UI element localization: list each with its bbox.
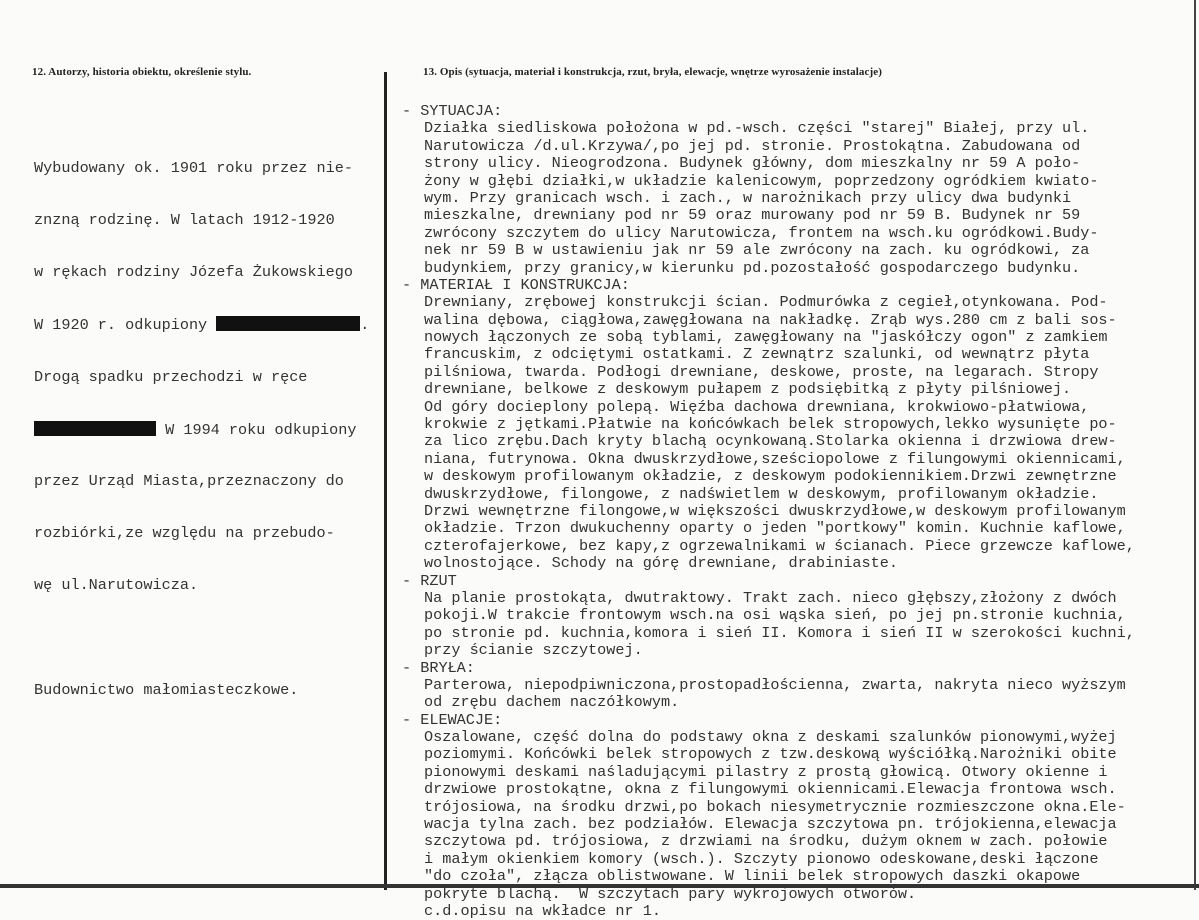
section-line: francuskim, z odciętymi ostatkami. Z zewnątrz szalunki, od wewnątrz płyta <box>424 345 1090 364</box>
section-heading: - ELEWACJE: <box>402 710 503 729</box>
section-heading: - RZUT <box>402 571 457 590</box>
section-line: Oszalowane, część dolna do podstawy okna z deskami szalunków pionowymi,wyżej <box>424 728 1117 747</box>
section-line: budynkiem, przy granicy,w kierunku pd.pozostałość gospodarczego budynku. <box>424 258 1081 277</box>
section-line: pionowymi deskami naśladującymi pilastry z prostą głowicą. Otwory okienne i <box>424 762 1108 781</box>
history-line: Drogą spadku przechodzi w ręce <box>34 367 308 386</box>
section-line: Narutowicza /d.ul.Krzywa/,po jej pd. stronie. Prostokątna. Zabudowana od <box>424 136 1081 155</box>
section-line: od zrębu dachem naczółkowym. <box>424 693 680 712</box>
redaction-bar <box>216 316 360 331</box>
section-line: wolnostojące. Schody na górę drewniane, drabiniaste. <box>424 554 898 573</box>
blank-line <box>34 630 369 647</box>
section-line: wym. Przy granicach wsch. i zach., w narożnikach przy ulicy dwa budynki <box>424 188 1072 207</box>
section-line: wacja tylna zach. bez podziałów. Elewacja szczytowa pn. trójokienna,elewacja <box>424 815 1117 834</box>
section-line: po stronie pd. kuchnia,komora i sień II. Komora i sień II w szerokości kuchni, <box>424 623 1135 642</box>
history-text <box>34 125 369 734</box>
section-line: nek nr 59 B w ustawieniu jak nr 59 ale zwrócony na zach. ku ogródkowi, za <box>424 241 1090 260</box>
section-line: za lico zrębu.Dach kryty blachą ocynkowaną.Stolarka okienna i drzwiowa drew- <box>424 432 1117 451</box>
history-line: wę ul.Narutowicza. <box>34 576 199 595</box>
history-line: przez Urząd Miasta,przeznaczony do <box>34 472 344 491</box>
history-line: w rękach rodziny Józefa Żukowskiego <box>34 263 353 282</box>
left-column-title: 12. Autorzy, historia obiektu, określenie stylu. <box>32 66 252 78</box>
history-line-suffix: . <box>360 316 370 335</box>
section-line: pokryte blachą. W szczytach pary wykrojowych otworów. <box>424 884 917 903</box>
section-line: Drzwi wewnętrzne filongowe,w większości dwuskrzydłowe,w deskowym profilowanym <box>424 501 1126 520</box>
section-line: poziomymi. Końcówki belek stropowych z tzw.deskową wyściółką.Narożniki obite <box>424 745 1117 764</box>
section-line: przy ścianie szczytowej. <box>424 641 643 660</box>
section-heading: - BRYŁA: <box>402 658 475 677</box>
section-line: Parterowa, niepodpiwniczona,prostopadłościenna, zwarta, nakryta nieco wyższym <box>424 675 1126 694</box>
section-line: mieszkalne, drewniany pod nr 59 oraz murowany pod nr 59 B. Budynek nr 59 <box>424 206 1081 225</box>
section-line: c.d.opisu na wkładce nr 1. <box>424 901 661 920</box>
section-line: "do czoła", złącza oblistwowane. W linii belek stropowych daszki okapowe <box>424 867 1081 886</box>
section-line: walina dębowa, ciągłowa,zawęgłowana na nakładkę. Zrąb wys.280 cm z bali sos- <box>424 310 1117 329</box>
history-line-text: W 1994 roku odkupiony <box>156 420 357 439</box>
section-line: i małym okienkiem komory (wsch.). Szczyty pionowo odeskowane,deski łączone <box>424 849 1099 868</box>
section-line: czterofajerkowe, bez kapy,z ogrzewalnikami w ścianach. Piece grzewcze kaflowe, <box>424 536 1135 555</box>
right-border <box>1194 0 1196 890</box>
section-line: szczytowa pd. trójosiowa, z drzwiami na środku, dużym oknem w zach. połowie <box>424 832 1108 851</box>
history-line <box>34 421 369 438</box>
history-line <box>34 316 369 333</box>
section-line: Na planie prostokąta, dwutraktowy. Trakt zach. nieco głębszy,złożony z dwóch <box>424 588 1117 607</box>
section-line: żony w głębi działki,w układzie kalenicowym, poprzedzony ogródkiem kwiato- <box>424 171 1099 190</box>
description-text <box>402 103 1135 920</box>
history-line-text: W 1920 r. odkupiony <box>34 316 217 335</box>
section-heading: - SYTUACJA: <box>402 102 503 120</box>
history-line: rozbiórki,ze względu na przebudo- <box>34 524 335 543</box>
section-line: niana, futrynowa. Okna dwuskrzydłowe,sześciopolowe z filungowymi okiennicami, <box>424 449 1126 468</box>
column-divider <box>384 72 387 890</box>
section-line: strony ulicy. Nieogrodzona. Budynek główny, dom mieszkalny nr 59 A poło- <box>424 154 1081 173</box>
section-line: okładzie. Trzon dwukuchenny oparty o jeden "portkowy" komin. Kuchnie kaflowe, <box>424 519 1126 538</box>
history-line: znzną rodzinę. W latach 1912-1920 <box>34 211 335 230</box>
section-line: trójosiowa, na środku drzwi,po bokach niesymetrycznie rozmieszczone okna.Ele- <box>424 797 1126 816</box>
section-line: w deskowym profilowanym okładzie, z deskowym podokiennikiem.Drzwi zewnętrzne <box>424 467 1117 486</box>
section-line: dwuskrzydłowe, filongowe, z nadświetlem w deskowym, profilowanym okładzie. <box>424 484 1099 503</box>
section-line: Działka siedliskowa położona w pd.-wsch. części "starej" Białej, przy ul. <box>424 119 1090 138</box>
section-line: nowych łączonych ze sobą tyblami, zawęgłowany na "jaskółczy ogon" z zamkiem <box>424 328 1108 347</box>
redaction-bar <box>34 421 156 436</box>
section-line: drewniane, belkowe z deskowym pułapem z podsiębitką z płyty pilśniowej. <box>424 380 1072 399</box>
section-line: drzwiowe prostokątne, okna z filungowymi okiennicami.Elewacja frontowa wsch. <box>424 780 1117 799</box>
section-heading: - MATERIAŁ I KONSTRUKCJA: <box>402 275 630 294</box>
section-line: krokwie z jętkami.Płatwie na końcówkach belek stropowych,lekko wysunięte po- <box>424 415 1117 434</box>
section-line: Od góry docieplony polepą. Więźba dachowa drewniana, krokwiowo-płatwiowa, <box>424 397 1090 416</box>
right-column-title: 13. Opis (sytuacja, materiał i konstrukcja, rzut, bryła, elewacje, wnętrze wyrosażenie instalacje) <box>423 66 882 78</box>
history-line: Wybudowany ok. 1901 roku przez nie- <box>34 158 353 177</box>
section-line: pokoji.W trakcie frontowym wsch.na osi wąska sień, po jej pn.stronie kuchnia, <box>424 606 1126 625</box>
section-line: zwrócony szczytem do ulicy Narutowicza, frontem na wsch.ku ogródkowi.Budy- <box>424 223 1099 242</box>
section-line: Drewniany, zrębowej konstrukcji ścian. Podmurówka z cegieł,otynkowana. Pod- <box>424 293 1108 312</box>
style-line: Budownictwo małomiasteczkowe. <box>34 680 299 699</box>
section-line: pilśniowa, twarda. Podłogi drewniane, deskowe, proste, na legarach. Stropy <box>424 362 1099 381</box>
